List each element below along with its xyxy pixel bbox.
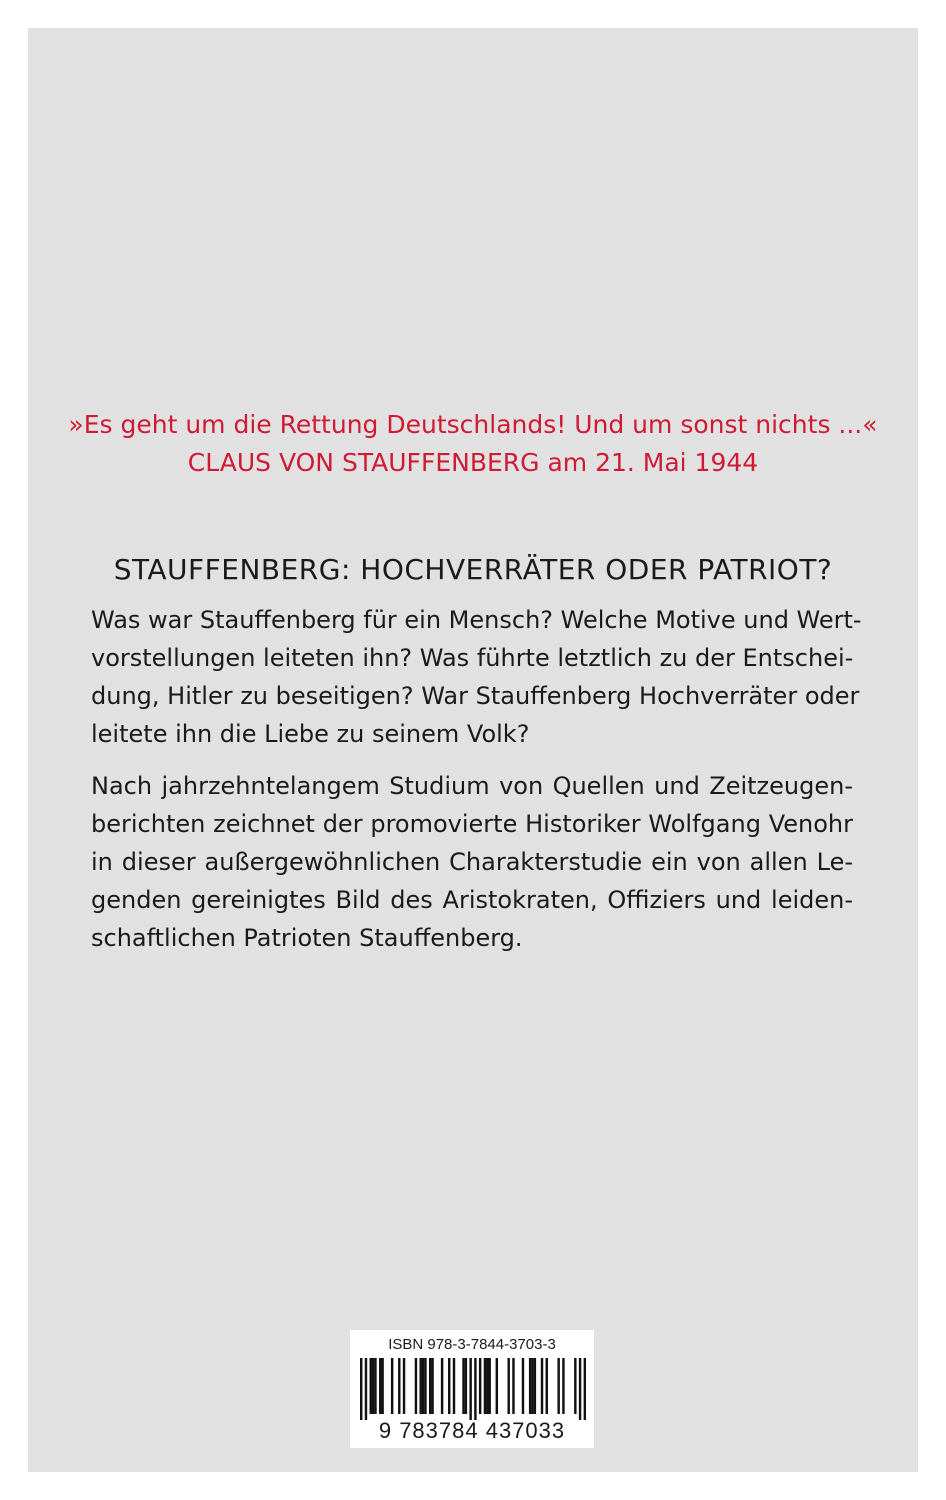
barcode-bar (534, 1358, 536, 1414)
barcode-bar (379, 1358, 381, 1414)
barcode-bar (465, 1358, 467, 1414)
quote-text: »Es geht um die Rettung Deutschlands! Und um sonst nichts ...« (68, 410, 878, 439)
barcode-bar (531, 1358, 533, 1414)
paragraph-line: vorstellungen leiteten ihn? Was führte letztlich zu der Entschei- (91, 644, 854, 672)
barcode-bar (370, 1358, 372, 1414)
barcode-bar (360, 1358, 362, 1420)
barcode-bar (522, 1358, 524, 1414)
barcode-bar (546, 1358, 548, 1414)
barcode-bar (469, 1358, 471, 1420)
barcode-bar (424, 1358, 426, 1414)
paragraph-line: in dieser außergewöhnlichen Charakterstudie ein von allen Le- (91, 848, 853, 876)
barcode-bar (486, 1358, 488, 1414)
barcode-bar (579, 1358, 581, 1420)
isbn-label: ISBN 978-3-7844-3703-3 (388, 1336, 556, 1353)
barcode-bar (488, 1358, 490, 1414)
barcode-bar (398, 1358, 400, 1414)
barcode-bar (541, 1358, 543, 1414)
barcode-bar (507, 1358, 509, 1414)
barcode-bar (474, 1358, 476, 1420)
paragraph-line: Was war Stauffenberg für ein Mensch? Welche Motive und Wert- (91, 606, 862, 634)
barcode-bar (391, 1358, 393, 1414)
barcode-digits: 9 783784 437033 (378, 1418, 566, 1443)
blurb-paragraph-1 (91, 601, 862, 753)
barcode-bar (403, 1358, 405, 1414)
barcode-bar (372, 1358, 374, 1414)
barcode-bar (422, 1358, 424, 1414)
barcode-bar (496, 1358, 498, 1414)
barcode-bar (574, 1358, 576, 1414)
isbn-barcode (350, 1330, 594, 1448)
barcode-bar (562, 1358, 564, 1414)
barcode-bar (419, 1358, 421, 1414)
barcode-bar (479, 1358, 481, 1414)
barcode-bar (448, 1358, 450, 1414)
barcode-bar (584, 1358, 586, 1420)
barcode-bar (484, 1358, 486, 1414)
barcode-bar (462, 1358, 464, 1414)
barcode-bar (557, 1358, 559, 1414)
blurb-paragraph-2 (91, 767, 853, 957)
barcode-bar (529, 1358, 531, 1414)
paragraph-line: schaftlichen Patrioten Stauffenberg. (91, 924, 523, 952)
barcode-bar (512, 1358, 514, 1414)
cover-panel (28, 28, 918, 1472)
blurb-heading: STAUFFENBERG: HOCHVERRÄTER ODER PATRIOT? (113, 553, 833, 586)
barcode-bar (441, 1358, 443, 1414)
barcode-bar (374, 1358, 376, 1414)
barcode-bar (415, 1358, 417, 1414)
paragraph-line: Nach jahrzehntelangem Studium von Quellen und Zeitzeugen- (91, 772, 853, 800)
paragraph-line: dung, Hitler zu beseitigen? War Stauffenberg Hochverräter oder (91, 682, 860, 710)
barcode-bar (429, 1358, 431, 1414)
barcode-bars (360, 1358, 586, 1420)
barcode-bar (381, 1358, 383, 1414)
barcode-bar (431, 1358, 433, 1414)
quote-attribution: CLAUS VON STAUFFENBERG am 21. Mai 1944 (187, 448, 759, 477)
barcode-bar (453, 1358, 455, 1414)
paragraph-line: leitete ihn die Liebe zu seinem Volk? (91, 720, 530, 748)
barcode-bar (365, 1358, 367, 1420)
quote-block (28, 406, 918, 482)
paragraph-line: berichten zeichnet der promovierte Historiker Wolfgang Venohr (91, 810, 853, 838)
paragraph-line: genden gereinigtes Bild des Aristokraten, Offiziers und leiden- (91, 886, 853, 914)
